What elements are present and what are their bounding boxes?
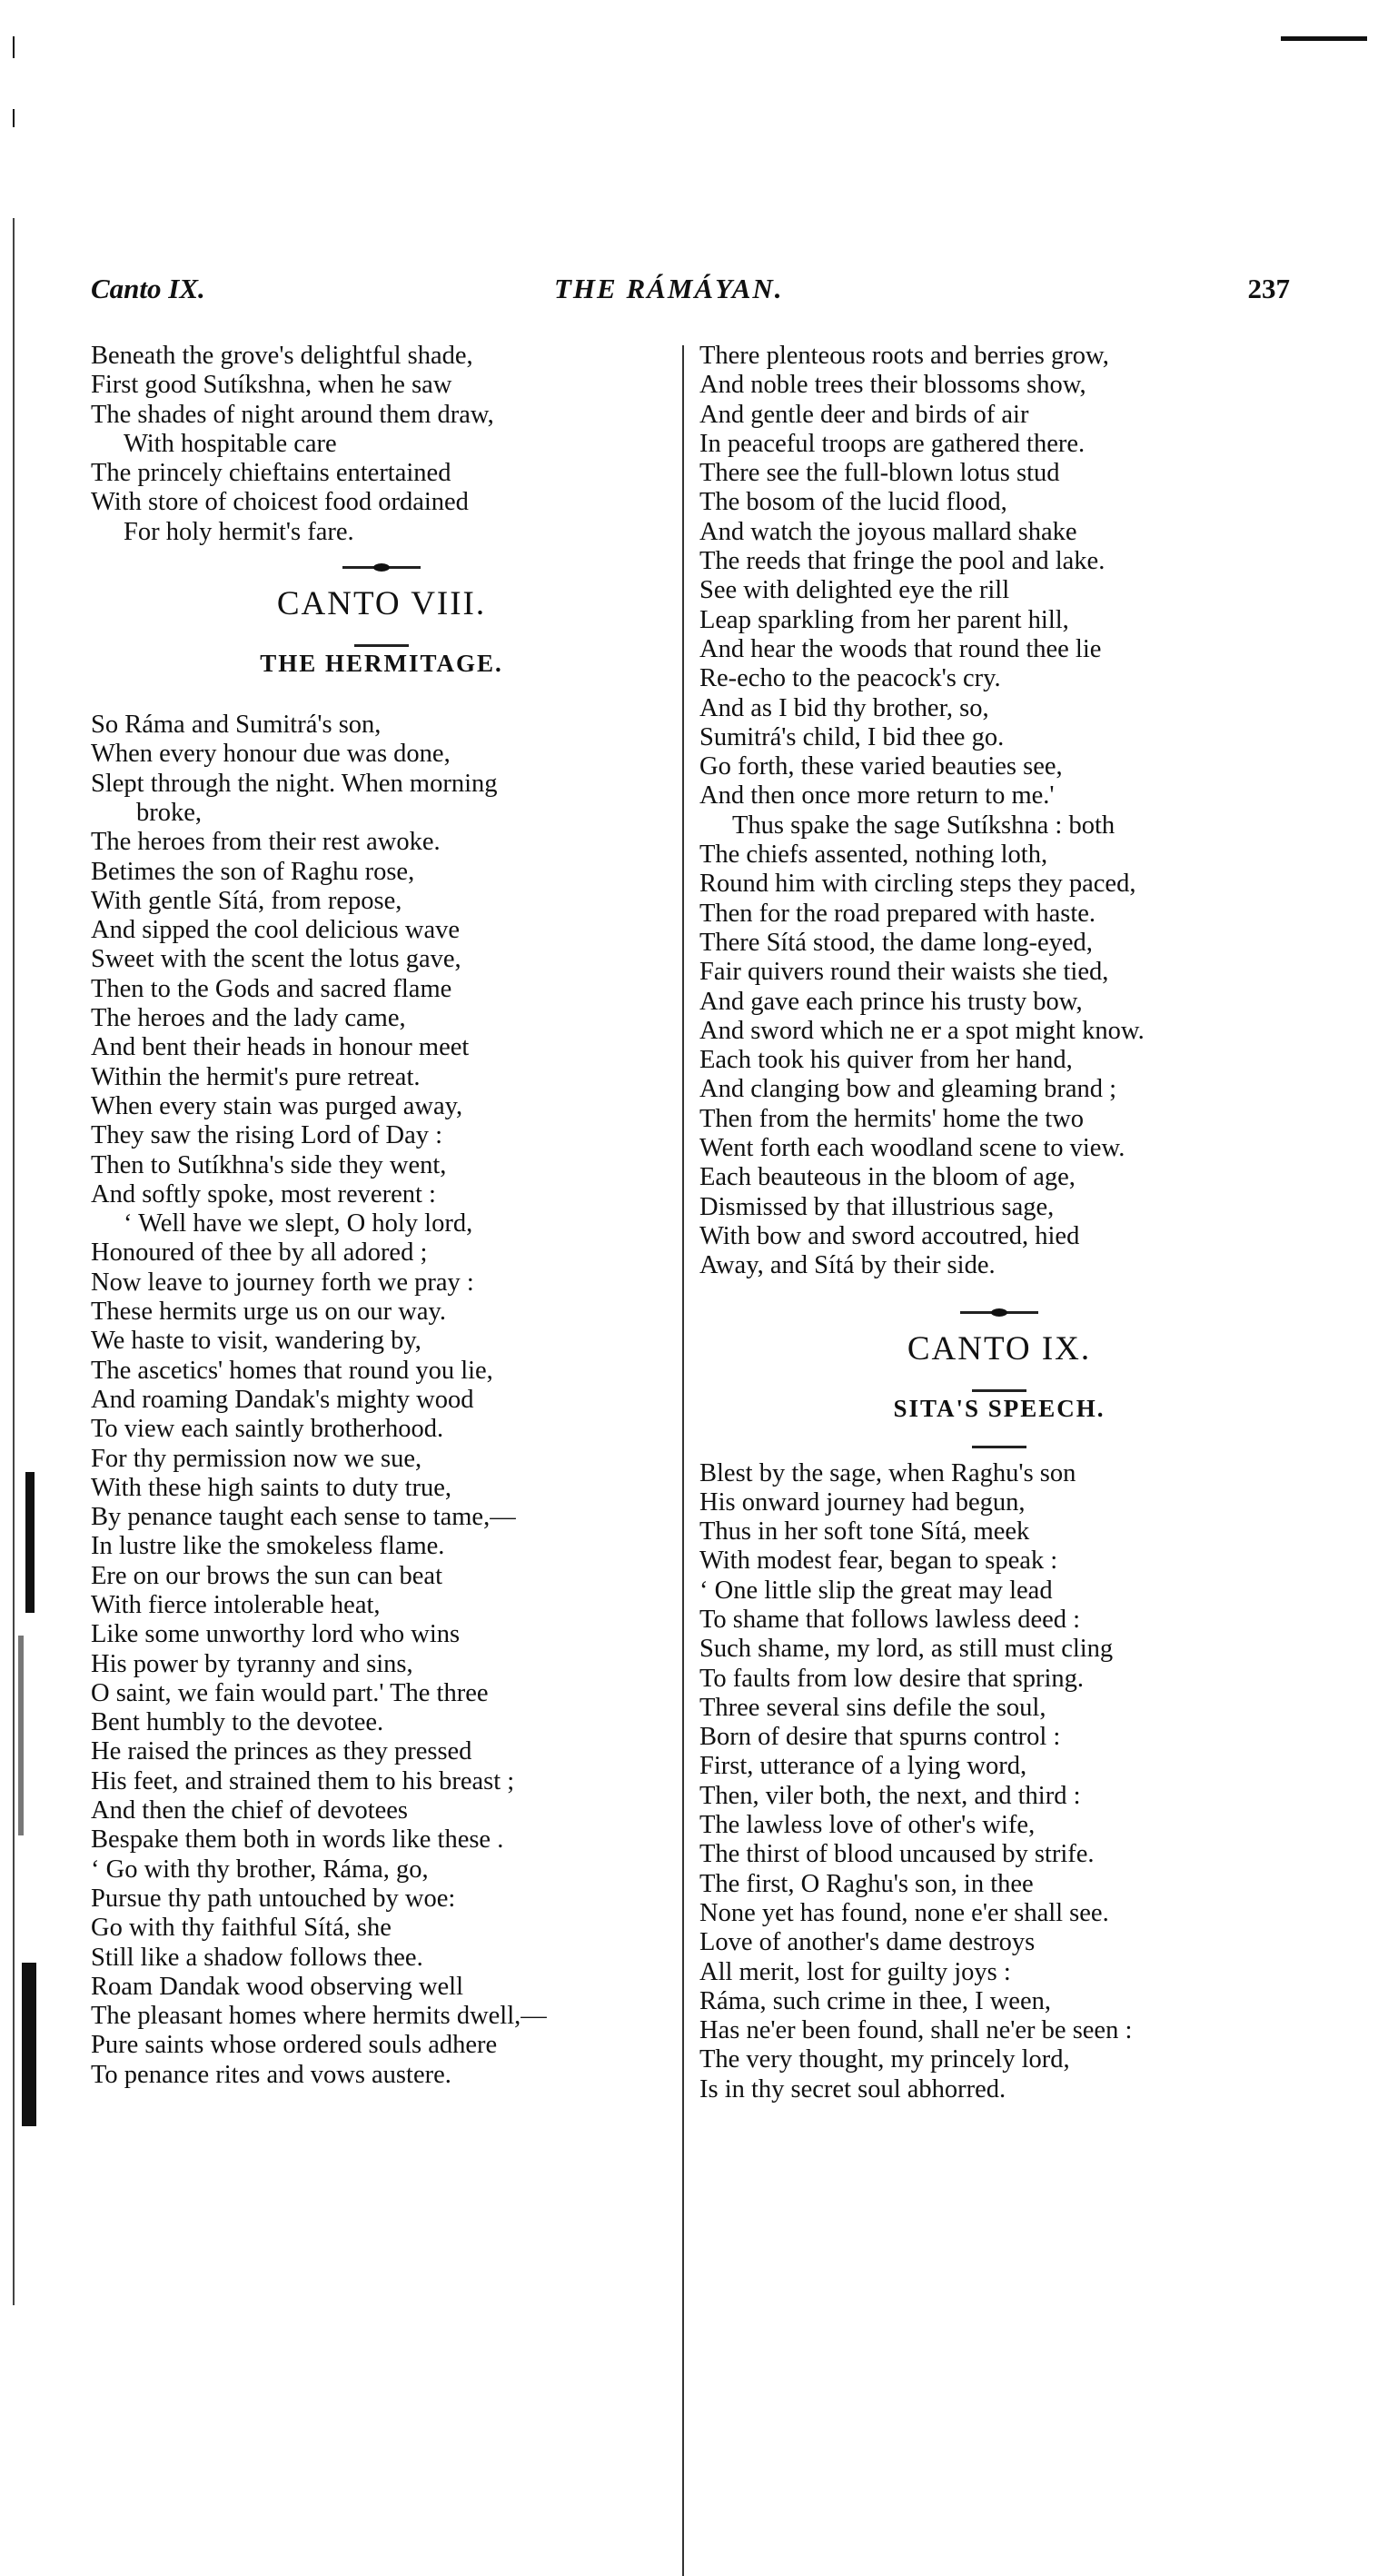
verse-line: With gentle Sítá, from repose, (91, 886, 402, 915)
verse-line: The pleasant homes where hermits dwell,— (91, 2002, 547, 2031)
verse-line: Go forth, these varied beauties see, (699, 752, 1063, 781)
verse-line: Born of desire that spurns control : (699, 1723, 1061, 1752)
verse-line: The heroes and the lady came, (91, 1004, 406, 1033)
verse-line: For thy permission now we sue, (91, 1444, 422, 1473)
verse-line: For holy hermit's fare. (124, 517, 354, 546)
verse-line: Blest by the sage, when Raghu's son (699, 1458, 1076, 1487)
verse-line: The princely chieftains entertained (91, 459, 451, 488)
verse-line: His onward journey had begun, (699, 1487, 1026, 1517)
verse-line: Three several sins defile the soul, (699, 1693, 1046, 1722)
verse-line: Then to the Gods and sacred flame (91, 974, 452, 1003)
verse-line: By penance taught each sense to tame,— (91, 1503, 516, 1532)
verse-line: First, utterance of a lying word, (699, 1752, 1027, 1781)
verse-line: They saw the rising Lord of Day : (91, 1121, 443, 1150)
verse-line: And as I bid thy brother, so, (699, 693, 989, 722)
ornament-divider (91, 547, 672, 583)
verse-line: The shades of night around them draw, (91, 400, 494, 429)
scan-mark-left-1 (13, 36, 15, 58)
verse-line: The first, O Raghu's son, in thee (699, 1869, 1034, 1898)
verse-line: In lustre like the smokeless flame. (91, 1532, 445, 1561)
left-lines-b (91, 711, 672, 2090)
canto-subheading: THE HERMITAGE. (260, 650, 503, 678)
verse-line: ‘ Well have we slept, O holy lord, (124, 1209, 473, 1238)
verse-line: To penance rites and vows austere. (91, 2060, 451, 2089)
verse-line: O saint, we fain would part.' The three (91, 1678, 489, 1707)
verse-line: And noble trees their blossoms show, (699, 371, 1086, 400)
verse-line: Ere on our brows the sun can beat (91, 1561, 443, 1590)
verse-line: None yet has found, none e'er shall see. (699, 1898, 1109, 1927)
verse-line: Thus in her soft tone Sítá, meek (699, 1517, 1030, 1547)
verse-line: Bent humbly to the devotee. (91, 1708, 384, 1737)
verse-line: The thirst of blood uncaused by strife. (699, 1840, 1095, 1869)
scan-mark-left-3 (13, 218, 15, 2305)
verse-line: ‘ Go with thy brother, Ráma, go, (91, 1855, 429, 1884)
verse-line: Each took his quiver from her hand, (699, 1046, 1073, 1075)
verse-line: There plenteous roots and berries grow, (699, 342, 1109, 370)
verse-line: Slept through the night. When morning (91, 769, 498, 798)
verse-line: With bow and sword accoutred, hied (699, 1221, 1080, 1250)
verse-line: Bespake them both in words like these . (91, 1825, 504, 1855)
verse-line: Sumitrá's child, I bid thee go. (699, 722, 1005, 751)
verse-line: When every stain was purged away, (91, 1091, 463, 1120)
verse-line: Ráma, such crime in thee, I ween, (699, 1986, 1051, 2015)
verse-line: Dismissed by that illustrious sage, (699, 1192, 1055, 1221)
canto-heading: CANTO VIII. (276, 585, 487, 623)
verse-line: First good Sutíkshna, when he saw (91, 371, 452, 400)
verse-line: There see the full-blown lotus stud (699, 459, 1060, 488)
verse-line: And softly spoke, most reverent : (91, 1179, 436, 1208)
verse-line: Honoured of thee by all adored ; (91, 1238, 428, 1268)
verse-line: Then, viler both, the next, and third : (699, 1781, 1081, 1810)
verse-line: Has ne'er been found, shall ne'er be seen : (699, 2016, 1133, 2045)
right-lines-b (699, 1459, 1299, 2105)
verse-line: And clanging bow and gleaming brand ; (699, 1075, 1117, 1104)
verse-line: When every honour due was done, (91, 740, 451, 769)
verse-line: And then the chief of devotees (91, 1796, 408, 1825)
ornament-divider (699, 1292, 1299, 1328)
verse-line: Then for the road prepared with haste. (699, 899, 1096, 928)
verse-line: Sweet with the scent the lotus gave, (91, 945, 461, 974)
heading-rule (91, 625, 672, 645)
column-divider (682, 345, 684, 2576)
right-column (699, 342, 1299, 2104)
scan-mark-left-block-1 (25, 1472, 35, 1613)
verse-line: His feet, and strained them to his breast ; (91, 1766, 515, 1795)
verse-line: And hear the woods that round thee lie (699, 634, 1102, 663)
verse-line: He raised the princes as they pressed (91, 1737, 472, 1766)
verse-line: Then from the hermits' home the two (699, 1104, 1085, 1133)
verse-line: The reeds that fringe the pool and lake. (699, 547, 1106, 576)
verse-line: And gave each prince his trusty bow, (699, 987, 1083, 1016)
verse-line: Betimes the son of Raghu rose, (91, 857, 415, 886)
verse-line: And roaming Dandak's mighty wood (91, 1385, 474, 1414)
verse-line: The ascetics' homes that round you lie, (91, 1356, 493, 1385)
verse-line: The bosom of the lucid flood, (699, 488, 1007, 517)
verse-line: Now leave to journey forth we pray : (91, 1268, 474, 1297)
header-page-number: 237 (1247, 273, 1290, 304)
left-column (91, 342, 672, 2090)
verse-line: Pursue thy path untouched by woe: (91, 1884, 456, 1913)
verse-line: All merit, lost for guilty joys : (699, 1957, 1011, 1986)
verse-line: To faults from low desire that spring. (699, 1664, 1085, 1693)
verse-line: And then once more return to me.' (699, 781, 1055, 811)
verse-line: Round him with circling steps they paced, (699, 870, 1136, 899)
verse-line: The very thought, my princely lord, (699, 2045, 1070, 2074)
verse-line: And watch the joyous mallard shake (699, 517, 1077, 546)
verse-line: See with delighted eye the rill (699, 576, 1010, 605)
verse-line: So Ráma and Sumitrá's son, (91, 711, 382, 740)
verse-line: With store of choicest food ordained (91, 488, 469, 517)
verse-line: Such shame, my lord, as still must cling (699, 1635, 1114, 1664)
verse-line: These hermits urge us on our way. (91, 1298, 446, 1327)
verse-line: With fierce intolerable heat, (91, 1590, 381, 1619)
verse-line: ‘ One little slip the great may lead (699, 1576, 1053, 1605)
verse-line: Leap sparkling from her parent hill, (699, 605, 1069, 634)
verse-line: Each beauteous in the bloom of age, (699, 1163, 1076, 1192)
verse-line: With modest fear, began to speak : (699, 1547, 1058, 1576)
verse-line: His power by tyranny and sins, (91, 1649, 413, 1678)
canto-heading: CANTO IX. (907, 1329, 1092, 1368)
heading-rule (699, 1427, 1299, 1447)
verse-line: Fair quivers round their waists she tied, (699, 958, 1109, 987)
verse-line: There Sítá stood, the dame long-eyed, (699, 928, 1093, 957)
verse-line: Re-echo to the peacock's cry. (699, 664, 1001, 693)
header-canto: Canto IX. (91, 273, 205, 304)
verse-line: Beneath the grove's delightful shade, (91, 342, 473, 370)
heading-rule (699, 1370, 1299, 1390)
verse-line: With these high saints to duty true, (91, 1473, 452, 1502)
verse-line: And sipped the cool delicious wave (91, 916, 461, 945)
verse-line: With hospitable care (124, 429, 337, 458)
verse-line: Then to Sutíkhna's side they went, (91, 1150, 447, 1179)
verse-line: To view each saintly brotherhood. (91, 1415, 444, 1444)
scan-mark-left-block-2 (18, 1636, 24, 1835)
verse-line: Is in thy secret soul abhorred. (699, 2074, 1006, 2104)
verse-line: To shame that follows lawless deed : (699, 1605, 1081, 1634)
header-book-title: THE RÁMÁYAN. (554, 273, 784, 304)
verse-line: Still like a shadow follows thee. (91, 1943, 423, 1972)
verse-line: Love of another's dame destroys (699, 1928, 1036, 1957)
canto-subheading: SITA'S SPEECH. (893, 1394, 1106, 1422)
scan-mark-left-2 (13, 109, 15, 127)
right-lines-a (699, 342, 1299, 1281)
verse-line: We haste to visit, wandering by, (91, 1327, 421, 1356)
verse-line: Within the hermit's pure retreat. (91, 1062, 421, 1091)
verse-line: And bent their heads in honour meet (91, 1033, 470, 1062)
verse-line: The chiefs assented, nothing loth, (699, 840, 1048, 870)
verse-line: And sword which ne er a spot might know. (699, 1016, 1145, 1045)
verse-line: The heroes from their rest awoke. (91, 828, 441, 857)
verse-line: Pure saints whose ordered souls adhere (91, 2031, 498, 2060)
scan-mark-left-block-3 (22, 1963, 36, 2126)
verse-line: Went forth each woodland scene to view. (699, 1134, 1125, 1163)
verse-line: Roam Dandak wood observing well (91, 1972, 464, 2001)
verse-line: Away, and Sítá by their side. (699, 1251, 996, 1280)
left-lines-a (91, 342, 672, 547)
verse-line: Go with thy faithful Sítá, she (91, 1914, 392, 1943)
verse-line: broke, (136, 798, 203, 827)
verse-line: The lawless love of other's wife, (699, 1811, 1036, 1840)
verse-line: And gentle deer and birds of air (699, 400, 1029, 429)
verse-line: Thus spake the sage Sutíkshna : both (732, 811, 1115, 840)
verse-line: In peaceful troops are gathered there. (699, 429, 1086, 458)
page-header (91, 273, 1290, 318)
verse-line: Like some unworthy lord who wins (91, 1620, 461, 1649)
scan-mark-top-right (1281, 36, 1367, 41)
